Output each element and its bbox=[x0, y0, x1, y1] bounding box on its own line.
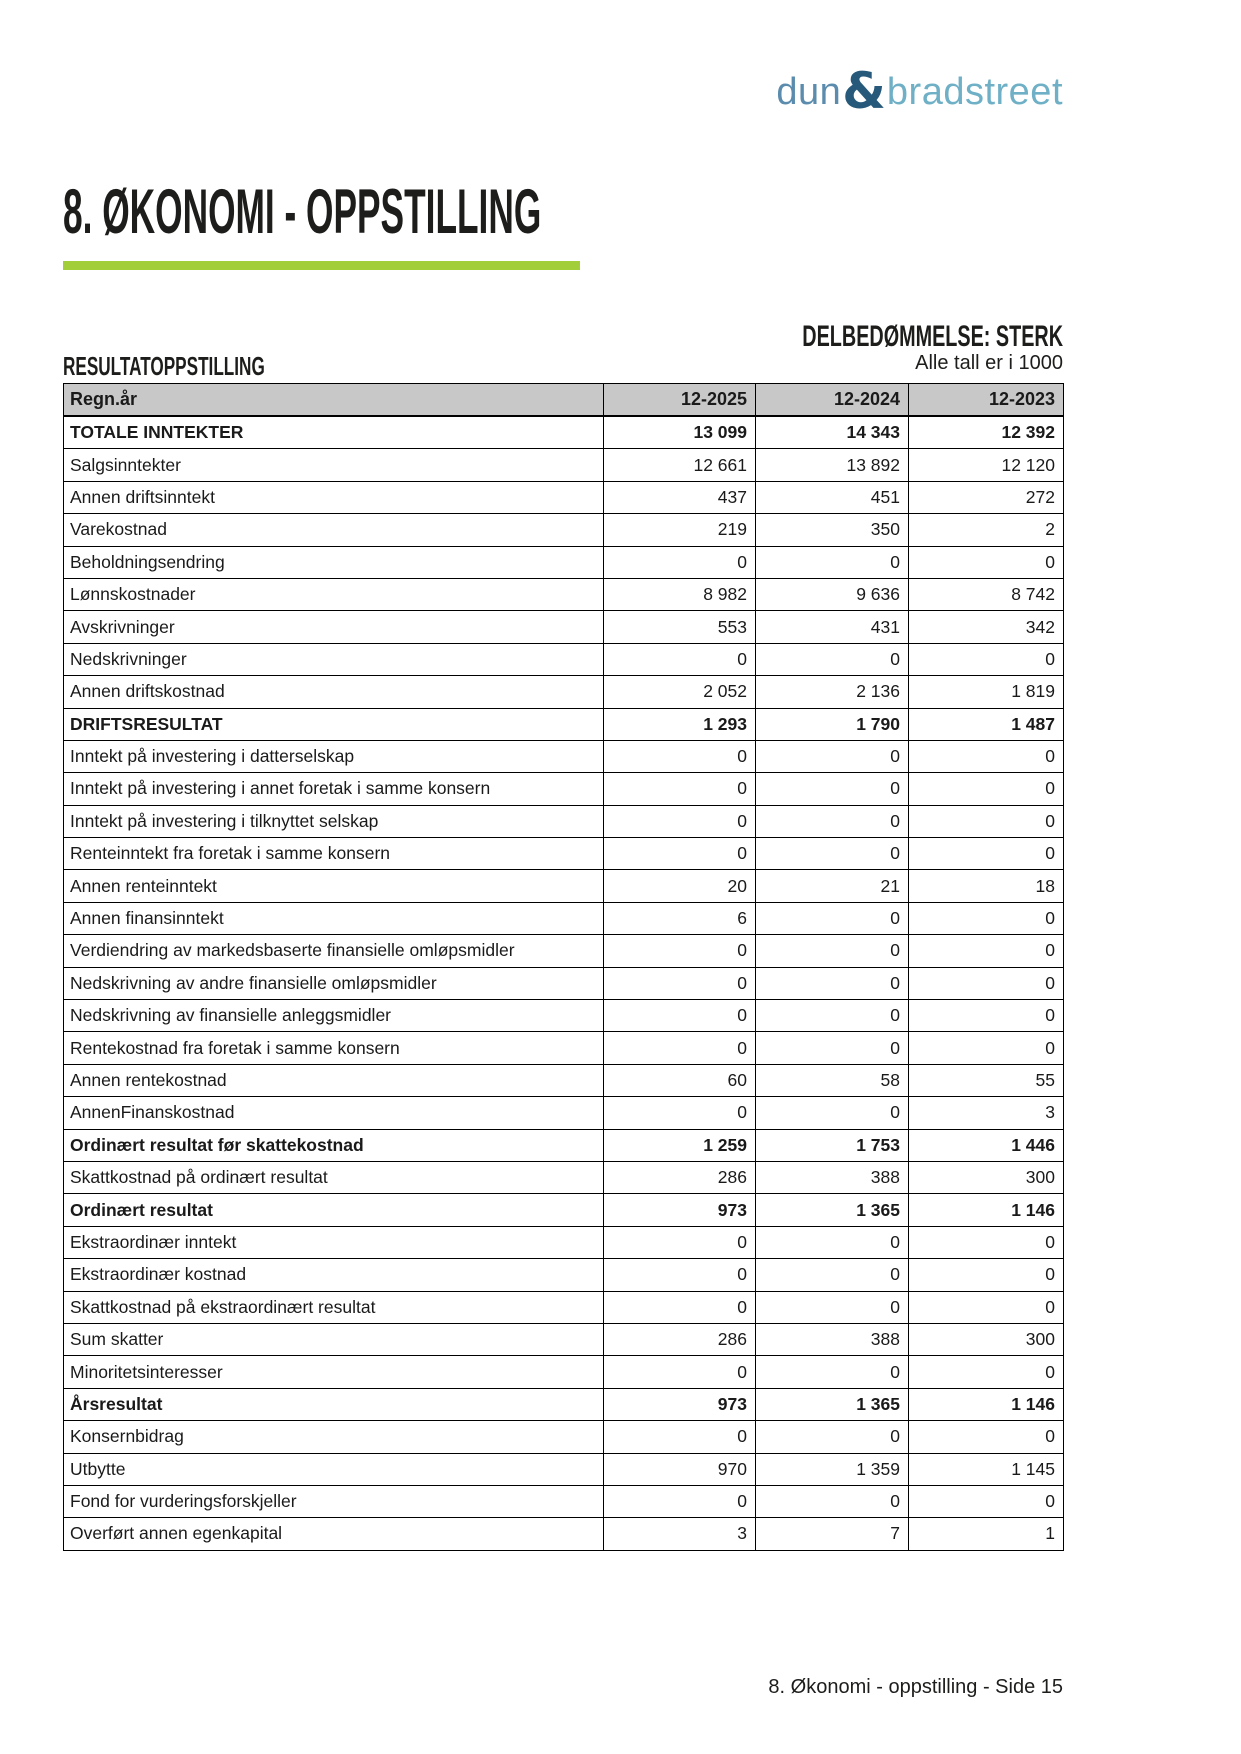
row-label: Nedskrivning av finansielle anleggsmidler bbox=[64, 1000, 604, 1032]
units-note: Alle tall er i 1000 bbox=[915, 352, 1063, 374]
row-value: 0 bbox=[604, 1356, 756, 1388]
row-label: Ordinært resultat før skattekostnad bbox=[64, 1129, 604, 1161]
row-value: 0 bbox=[756, 805, 909, 837]
row-value: 0 bbox=[756, 935, 909, 967]
row-value: 219 bbox=[604, 514, 756, 546]
row-label: Beholdningsendring bbox=[64, 546, 604, 578]
table-row bbox=[64, 967, 1064, 999]
table-row bbox=[64, 514, 1064, 546]
row-value: 7 bbox=[756, 1518, 909, 1550]
table-row bbox=[64, 708, 1064, 740]
row-label: Fond for vurderingsforskjeller bbox=[64, 1485, 604, 1517]
dun-bradstreet-logo bbox=[776, 62, 1063, 123]
table-row bbox=[64, 449, 1064, 481]
row-value: 0 bbox=[756, 838, 909, 870]
row-value: 0 bbox=[604, 773, 756, 805]
row-value: 0 bbox=[604, 1291, 756, 1323]
row-label: Annen finansinntekt bbox=[64, 902, 604, 934]
row-value: 0 bbox=[604, 1259, 756, 1291]
row-value: 0 bbox=[604, 805, 756, 837]
row-value: 553 bbox=[604, 611, 756, 643]
row-label: Avskrivninger bbox=[64, 611, 604, 643]
row-value: 3 bbox=[909, 1097, 1064, 1129]
row-value: 0 bbox=[604, 935, 756, 967]
row-label: Verdiendring av markedsbaserte finansielle omløpsmidler bbox=[64, 935, 604, 967]
row-value: 0 bbox=[756, 902, 909, 934]
row-value: 300 bbox=[909, 1161, 1064, 1193]
row-value: 0 bbox=[909, 1485, 1064, 1517]
row-value: 2 136 bbox=[756, 676, 909, 708]
row-label: Varekostnad bbox=[64, 514, 604, 546]
row-label: Renteinntekt fra foretak i samme konsern bbox=[64, 838, 604, 870]
row-value: 0 bbox=[909, 1259, 1064, 1291]
row-value: 12 392 bbox=[909, 416, 1064, 449]
row-value: 0 bbox=[909, 643, 1064, 675]
row-value: 0 bbox=[909, 740, 1064, 772]
table-row bbox=[64, 1000, 1064, 1032]
result-statement-table bbox=[63, 383, 1064, 1551]
row-value: 1 365 bbox=[756, 1388, 909, 1420]
table-row bbox=[64, 611, 1064, 643]
row-value: 0 bbox=[604, 1000, 756, 1032]
row-value: 0 bbox=[909, 967, 1064, 999]
row-value: 300 bbox=[909, 1323, 1064, 1355]
row-value: 0 bbox=[909, 1356, 1064, 1388]
row-value: 1 819 bbox=[909, 676, 1064, 708]
row-value: 13 099 bbox=[604, 416, 756, 449]
column-header-12-2025: 12-2025 bbox=[604, 384, 756, 417]
row-value: 9 636 bbox=[756, 578, 909, 610]
row-value: 0 bbox=[756, 1485, 909, 1517]
row-value: 342 bbox=[909, 611, 1064, 643]
table-header-row bbox=[64, 384, 1064, 417]
table-title: RESULTATOPPSTILLING bbox=[63, 351, 265, 381]
row-value: 0 bbox=[604, 740, 756, 772]
table-row bbox=[64, 1485, 1064, 1517]
row-value: 431 bbox=[756, 611, 909, 643]
table-row bbox=[64, 740, 1064, 772]
row-label: Salgsinntekter bbox=[64, 449, 604, 481]
row-value: 0 bbox=[604, 1097, 756, 1129]
assessment-heading: DELBEDØMMELSE: STERK bbox=[802, 320, 1063, 353]
row-value: 8 982 bbox=[604, 578, 756, 610]
row-value: 0 bbox=[756, 643, 909, 675]
row-value: 350 bbox=[756, 514, 909, 546]
row-value: 0 bbox=[604, 838, 756, 870]
row-value: 12 120 bbox=[909, 449, 1064, 481]
row-value: 0 bbox=[756, 967, 909, 999]
row-label: DRIFTSRESULTAT bbox=[64, 708, 604, 740]
table-row bbox=[64, 546, 1064, 578]
row-value: 0 bbox=[756, 1356, 909, 1388]
row-value: 0 bbox=[756, 1226, 909, 1258]
row-label: Ordinært resultat bbox=[64, 1194, 604, 1226]
row-label: TOTALE INNTEKTER bbox=[64, 416, 604, 449]
row-value: 1 145 bbox=[909, 1453, 1064, 1485]
table-body bbox=[64, 416, 1064, 1550]
row-label: AnnenFinanskostnad bbox=[64, 1097, 604, 1129]
row-value: 1 146 bbox=[909, 1388, 1064, 1420]
logo-word-bradstreet: bradstreet bbox=[886, 71, 1063, 113]
table-row bbox=[64, 1388, 1064, 1420]
row-value: 1 487 bbox=[909, 708, 1064, 740]
row-value: 0 bbox=[909, 902, 1064, 934]
table-row bbox=[64, 1194, 1064, 1226]
page-footer: 8. Økonomi - oppstilling - Side 15 bbox=[768, 1676, 1063, 1698]
table-row bbox=[64, 578, 1064, 610]
row-value: 0 bbox=[756, 1291, 909, 1323]
row-value: 0 bbox=[909, 546, 1064, 578]
row-label: Minoritetsinteresser bbox=[64, 1356, 604, 1388]
table-row bbox=[64, 805, 1064, 837]
table-row bbox=[64, 1259, 1064, 1291]
row-value: 973 bbox=[604, 1194, 756, 1226]
row-value: 58 bbox=[756, 1064, 909, 1096]
table-row bbox=[64, 1032, 1064, 1064]
row-label: Skattkostnad på ordinært resultat bbox=[64, 1161, 604, 1193]
row-value: 0 bbox=[909, 1000, 1064, 1032]
row-label: Nedskrivning av andre finansielle omløpsmidler bbox=[64, 967, 604, 999]
row-label: Skattkostnad på ekstraordinært resultat bbox=[64, 1291, 604, 1323]
row-label: Overført annen egenkapital bbox=[64, 1518, 604, 1550]
row-value: 0 bbox=[604, 1421, 756, 1453]
title-accent-bar bbox=[63, 261, 580, 270]
row-value: 0 bbox=[756, 1032, 909, 1064]
row-label: Ekstraordinær kostnad bbox=[64, 1259, 604, 1291]
row-value: 55 bbox=[909, 1064, 1064, 1096]
page-title: 8. ØKONOMI - OPPSTILLING bbox=[63, 177, 542, 247]
row-value: 1 790 bbox=[756, 708, 909, 740]
table-row bbox=[64, 1097, 1064, 1129]
row-value: 970 bbox=[604, 1453, 756, 1485]
table-row bbox=[64, 1518, 1064, 1550]
table-row bbox=[64, 1421, 1064, 1453]
row-value: 451 bbox=[756, 481, 909, 513]
row-value: 0 bbox=[756, 546, 909, 578]
row-value: 1 446 bbox=[909, 1129, 1064, 1161]
row-value: 1 359 bbox=[756, 1453, 909, 1485]
row-label: Rentekostnad fra foretak i samme konsern bbox=[64, 1032, 604, 1064]
row-label: Årsresultat bbox=[64, 1388, 604, 1420]
row-value: 0 bbox=[909, 773, 1064, 805]
table-row bbox=[64, 1356, 1064, 1388]
row-label: Annen driftsinntekt bbox=[64, 481, 604, 513]
column-header-regnaar: Regn.år bbox=[64, 384, 604, 417]
row-value: 1 146 bbox=[909, 1194, 1064, 1226]
row-value: 13 892 bbox=[756, 449, 909, 481]
row-value: 0 bbox=[604, 1032, 756, 1064]
row-label: Sum skatter bbox=[64, 1323, 604, 1355]
row-value: 272 bbox=[909, 481, 1064, 513]
row-value: 286 bbox=[604, 1161, 756, 1193]
table-row bbox=[64, 1161, 1064, 1193]
row-value: 0 bbox=[756, 773, 909, 805]
row-value: 18 bbox=[909, 870, 1064, 902]
row-value: 0 bbox=[756, 1259, 909, 1291]
row-label: Lønnskostnader bbox=[64, 578, 604, 610]
row-value: 0 bbox=[756, 1097, 909, 1129]
row-label: Inntekt på investering i datterselskap bbox=[64, 740, 604, 772]
table-row bbox=[64, 676, 1064, 708]
row-label: Annen renteinntekt bbox=[64, 870, 604, 902]
row-label: Annen rentekostnad bbox=[64, 1064, 604, 1096]
row-label: Inntekt på investering i annet foretak i samme konsern bbox=[64, 773, 604, 805]
row-value: 60 bbox=[604, 1064, 756, 1096]
row-value: 0 bbox=[604, 1226, 756, 1258]
row-value: 0 bbox=[909, 805, 1064, 837]
table-row bbox=[64, 1291, 1064, 1323]
table-row bbox=[64, 481, 1064, 513]
row-value: 0 bbox=[604, 546, 756, 578]
row-value: 0 bbox=[604, 967, 756, 999]
row-value: 0 bbox=[756, 1421, 909, 1453]
row-value: 1 293 bbox=[604, 708, 756, 740]
table-row bbox=[64, 838, 1064, 870]
column-header-12-2024: 12-2024 bbox=[756, 384, 909, 417]
table-row bbox=[64, 902, 1064, 934]
row-value: 20 bbox=[604, 870, 756, 902]
row-value: 3 bbox=[604, 1518, 756, 1550]
row-label: Inntekt på investering i tilknyttet selskap bbox=[64, 805, 604, 837]
row-value: 0 bbox=[604, 643, 756, 675]
row-value: 0 bbox=[909, 1421, 1064, 1453]
table-row bbox=[64, 935, 1064, 967]
row-value: 0 bbox=[909, 1291, 1064, 1323]
row-label: Nedskrivninger bbox=[64, 643, 604, 675]
row-value: 6 bbox=[604, 902, 756, 934]
table-row bbox=[64, 870, 1064, 902]
row-value: 0 bbox=[909, 935, 1064, 967]
table-row bbox=[64, 1129, 1064, 1161]
column-header-12-2023: 12-2023 bbox=[909, 384, 1064, 417]
logo-word-dun: dun bbox=[776, 71, 842, 113]
table-row bbox=[64, 643, 1064, 675]
table-row bbox=[64, 1323, 1064, 1355]
row-value: 0 bbox=[604, 1485, 756, 1517]
row-value: 0 bbox=[756, 1000, 909, 1032]
row-value: 1 753 bbox=[756, 1129, 909, 1161]
row-value: 1 365 bbox=[756, 1194, 909, 1226]
row-value: 1 259 bbox=[604, 1129, 756, 1161]
row-value: 12 661 bbox=[604, 449, 756, 481]
table-row bbox=[64, 773, 1064, 805]
row-label: Annen driftskostnad bbox=[64, 676, 604, 708]
row-label: Utbytte bbox=[64, 1453, 604, 1485]
row-value: 1 bbox=[909, 1518, 1064, 1550]
row-value: 0 bbox=[909, 1226, 1064, 1258]
table-row bbox=[64, 1226, 1064, 1258]
table-row bbox=[64, 1453, 1064, 1485]
row-value: 437 bbox=[604, 481, 756, 513]
row-value: 0 bbox=[756, 740, 909, 772]
row-value: 0 bbox=[909, 1032, 1064, 1064]
row-value: 21 bbox=[756, 870, 909, 902]
row-value: 973 bbox=[604, 1388, 756, 1420]
logo-ampersand-icon: & bbox=[842, 62, 886, 120]
row-value: 286 bbox=[604, 1323, 756, 1355]
row-value: 388 bbox=[756, 1323, 909, 1355]
row-label: Konsernbidrag bbox=[64, 1421, 604, 1453]
row-label: Ekstraordinær inntekt bbox=[64, 1226, 604, 1258]
row-value: 8 742 bbox=[909, 578, 1064, 610]
row-value: 388 bbox=[756, 1161, 909, 1193]
row-value: 2 052 bbox=[604, 676, 756, 708]
row-value: 2 bbox=[909, 514, 1064, 546]
row-value: 14 343 bbox=[756, 416, 909, 449]
table-row bbox=[64, 416, 1064, 449]
row-value: 0 bbox=[909, 838, 1064, 870]
table-row bbox=[64, 1064, 1064, 1096]
